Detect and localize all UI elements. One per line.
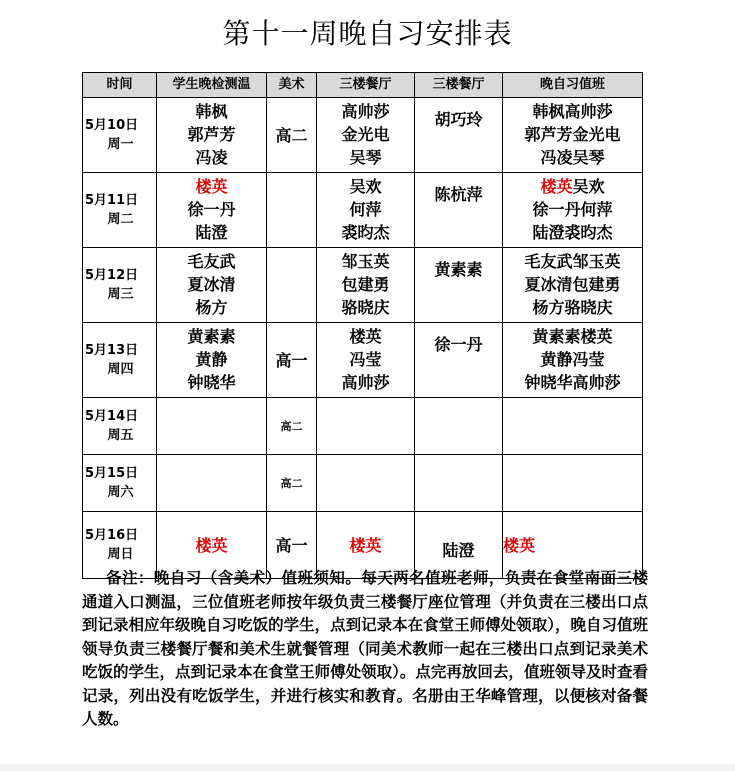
name-text: 吴琴 xyxy=(349,148,382,167)
schedule-table xyxy=(82,72,643,579)
weekday-text: 周五 xyxy=(107,428,134,443)
art-cell xyxy=(267,173,317,248)
duty-first-line xyxy=(503,175,642,198)
canteen-2-cell xyxy=(415,398,503,455)
date-text: 5月11日 xyxy=(85,193,139,208)
name-text: 胡巧玲 xyxy=(434,110,483,129)
weekday-text: 周二 xyxy=(107,212,134,227)
name-text: 杨方骆晓庆 xyxy=(532,298,613,317)
temperature-cell xyxy=(157,248,267,323)
duty-cell xyxy=(503,248,643,323)
name-text: 夏冰清 xyxy=(187,275,236,294)
temperature-cell xyxy=(157,455,267,512)
canteen-2-cell xyxy=(415,98,503,173)
weekday-text: 周六 xyxy=(107,485,134,500)
name-text: 郭芦芳金光电 xyxy=(524,125,621,144)
name-text: 钟晓华高帅莎 xyxy=(524,373,621,392)
duty-cell: 楼英 xyxy=(503,512,643,579)
date-cell xyxy=(83,455,157,512)
name-text: 韩枫高帅莎 xyxy=(532,102,613,121)
date-cell xyxy=(83,173,157,248)
art-cell: 高二 xyxy=(267,455,317,512)
date-cell xyxy=(83,98,157,173)
name-text: 高帅莎 xyxy=(341,373,390,392)
table-row xyxy=(83,455,643,512)
canteen-2-cell xyxy=(415,173,503,248)
name-text: 吴欢 xyxy=(572,177,605,196)
name-text: 包建勇 xyxy=(341,275,390,294)
date-text: 5月15日 xyxy=(85,466,139,481)
name-text: 陈杭萍 xyxy=(434,185,483,204)
canteen-1-cell: 楼英 xyxy=(317,512,415,579)
name-text-highlight: 楼英 xyxy=(540,177,573,196)
weekday-text: 周四 xyxy=(107,362,134,377)
name-text: 杨方 xyxy=(195,298,228,317)
name-text: 黄素素 xyxy=(434,260,483,279)
canteen-1-cell xyxy=(317,398,415,455)
name-text: 毛友武 xyxy=(187,252,236,271)
name-text-highlight: 楼英 xyxy=(195,177,228,196)
duty-cell xyxy=(503,323,643,398)
page-bottom-edge xyxy=(0,764,735,771)
name-text: 夏冰清包建勇 xyxy=(524,275,621,294)
name-text: 骆晓庆 xyxy=(341,298,390,317)
date-cell xyxy=(83,248,157,323)
name-text: 徐一丹何萍 xyxy=(532,200,613,219)
name-text: 徐一丹 xyxy=(187,200,236,219)
date-text: 5月10日 xyxy=(85,118,139,133)
header-art: 美术 xyxy=(267,73,317,98)
table-row xyxy=(83,323,643,398)
name-text: 裘昀杰 xyxy=(341,223,390,242)
name-text: 冯莹 xyxy=(349,350,382,369)
canteen-1-cell xyxy=(317,98,415,173)
page-title: 第十一周晚自习安排表 xyxy=(222,17,513,50)
weekday-text: 周一 xyxy=(107,137,134,152)
date-text: 5月13日 xyxy=(85,343,139,358)
temperature-cell: 楼英 xyxy=(157,512,267,579)
name-text: 陆澄裘昀杰 xyxy=(532,223,613,242)
name-text: 黄素素楼英 xyxy=(532,327,613,346)
table-row xyxy=(83,248,643,323)
duty-cell xyxy=(503,455,643,512)
duty-cell xyxy=(503,398,643,455)
table-row xyxy=(83,398,643,455)
table-row xyxy=(83,173,643,248)
name-text: 黄静冯莹 xyxy=(540,350,605,369)
name-text: 楼英 xyxy=(349,327,382,346)
canteen-1-cell xyxy=(317,248,415,323)
header-canteen-1: 三楼餐厅 xyxy=(317,73,415,98)
date-cell xyxy=(83,323,157,398)
name-text: 何萍 xyxy=(349,200,382,219)
name-text: 高帅莎 xyxy=(341,102,390,121)
temperature-cell xyxy=(157,98,267,173)
art-cell xyxy=(267,248,317,323)
temperature-cell xyxy=(157,173,267,248)
art-cell: 高一 xyxy=(267,323,317,398)
name-text: 邹玉英 xyxy=(341,252,390,271)
name-text: 金光电 xyxy=(341,125,390,144)
canteen-2-cell xyxy=(415,455,503,512)
note-text: 备注：晚自习（含美术）值班须知。每天两名值班老师，负责在食堂南面三楼通道入口测温，三位值班老师按年级负责三楼餐厅座位管理（并负责在三楼出口点到记录相应年级晚自习吃饭的学生，点到记录本在食堂王师傅处领取），晚自习值班领导负责三楼餐厅餐和美术生就餐管理（同美术教师一起在三楼出口点到记录美术吃饭的学生，点到记录本在食堂王师傅处领取）。点完再放回去，值班领导及时查看记录，列出没有吃饭学生，并进行核实和教育。名册由王华峰管理，以便核对备餐人数。 xyxy=(82,568,648,728)
name-text: 郭芦芳 xyxy=(187,125,236,144)
temperature-cell xyxy=(157,398,267,455)
weekday-text: 周日 xyxy=(107,547,134,562)
canteen-1-cell xyxy=(317,323,415,398)
name-text: 黄静 xyxy=(195,350,228,369)
temperature-cell xyxy=(157,323,267,398)
table-row xyxy=(83,98,643,173)
canteen-1-cell xyxy=(317,455,415,512)
name-text: 徐一丹 xyxy=(434,335,483,354)
art-cell: 高二 xyxy=(267,98,317,173)
header-time: 时间 xyxy=(83,73,157,98)
weekday-text: 周三 xyxy=(107,287,134,302)
name-text: 冯凌吴琴 xyxy=(540,148,605,167)
header-duty: 晚自习值班 xyxy=(503,73,643,98)
duty-cell xyxy=(503,173,643,248)
canteen-2-cell xyxy=(415,248,503,323)
name-text: 韩枫 xyxy=(195,102,228,121)
art-cell: 高一 xyxy=(267,512,317,579)
art-cell: 高二 xyxy=(267,398,317,455)
name-text: 冯凌 xyxy=(195,148,228,167)
name-text: 吴欢 xyxy=(349,177,382,196)
duty-cell xyxy=(503,98,643,173)
canteen-1-cell xyxy=(317,173,415,248)
canteen-2-cell xyxy=(415,323,503,398)
header-canteen-2: 三楼餐厅 xyxy=(415,73,503,98)
header-temperature: 学生晚检测温 xyxy=(157,73,267,98)
date-cell xyxy=(83,398,157,455)
canteen-2-cell: 陆澄 xyxy=(415,512,503,579)
date-text: 5月16日 xyxy=(85,528,139,543)
date-text: 5月14日 xyxy=(85,409,139,424)
header-row xyxy=(83,73,643,98)
name-text: 陆澄 xyxy=(195,223,228,242)
date-text: 5月12日 xyxy=(85,268,139,283)
name-text: 钟晓华 xyxy=(187,373,236,392)
name-text: 毛友武邹玉英 xyxy=(524,252,621,271)
name-text: 黄素素 xyxy=(187,327,236,346)
